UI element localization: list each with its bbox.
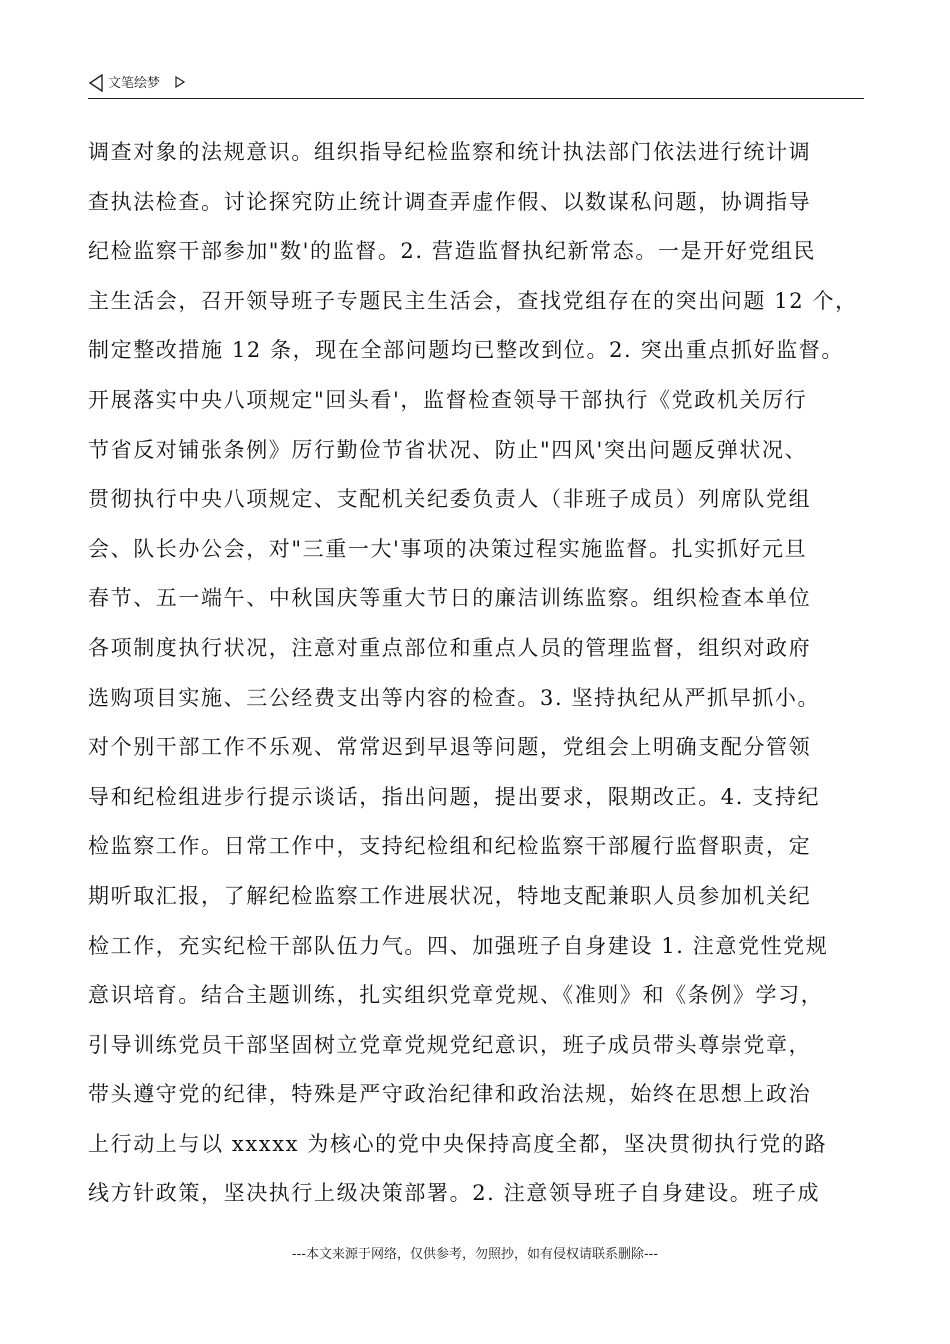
body-line: 春节、五一端午、中秋国庆等重大节日的廉洁训练监察。组织检查本单位: [88, 586, 812, 611]
body-line: 各项制度执行状况，注意对重点部位和重点人员的管理监督，组织对政府: [88, 635, 812, 660]
body-line: 检监察工作。日常工作中，支持纪检组和纪检监察干部履行监督职责，定: [88, 834, 812, 859]
body-line: 查执法检查。讨论探究防止统计调查弄虚作假、以数谋私问题，协调指导: [88, 189, 812, 214]
body-line: 制定整改措施 12 条，现在全部问题均已整改到位。2. 突出重点抓好监督。: [88, 338, 844, 363]
body-line: 导和纪检组进步行提示谈话，指出问题，提出要求，限期改正。4. 支持纪: [88, 784, 821, 809]
document-body: [88, 128, 870, 1219]
body-line: 引导训练党员干部坚固树立党章党规党纪意识，班子成员带头尊崇党章，: [88, 1032, 812, 1057]
page-header: [88, 72, 864, 99]
body-line: 调查对象的法规意识。组织指导纪检监察和统计执法部门依法进行统计调: [88, 140, 812, 164]
body-line: 主生活会，召开领导班子专题民主生活会，查找党组存在的突出问题 12 个，: [88, 288, 858, 313]
body-line: 对个别干部工作不乐观、常常迟到早退等问题，党组会上明确支配分管领: [88, 735, 812, 760]
body-line: 检工作，充实纪检干部队伍力气。四、加强班子自身建设 1. 注意党性党规: [88, 933, 829, 958]
header-title: 文笔绘梦: [108, 76, 161, 91]
left-triangle-icon: [88, 74, 104, 92]
body-line: 贯彻执行中央八项规定、支配机关纪委负责人（非班子成员）列席队党组: [88, 487, 812, 512]
body-line: 意识培育。结合主题训练，扎实组织党章党规、《准则》和《条例》学习，: [88, 983, 824, 1008]
body-line: 线方针政策，坚决执行上级决策部署。2. 注意领导班子自身建设。班子成: [88, 1181, 821, 1206]
body-line: 期听取汇报，了解纪检监察工作进展状况，特地支配兼职人员参加机关纪: [88, 883, 812, 908]
body-line: 节省反对铺张条例》厉行勤俭节省状况、防止"四风'突出问题反弹状况、: [88, 437, 808, 462]
right-triangle-icon: [175, 76, 185, 88]
body-line: 开展落实中央八项规定"回头看'，监督检查领导干部执行《党政机关厉行: [88, 387, 808, 412]
body-line: 会、队长办公会，对"三重一大'事项的决策过程实施监督。扎实抓好元旦: [88, 536, 808, 561]
page-footer: ---本文来源于网络，仅供参考，勿照抄，如有侵权请联系删除---: [291, 1247, 659, 1262]
body-line: 上行动上与以 xxxxx 为核心的党中央保持高度全都，坚决贯彻执行党的路: [88, 1131, 828, 1156]
body-line: 纪检监察干部参加"数'的监督。2. 营造监督执纪新常态。一是开好党组民: [88, 239, 817, 264]
body-line: 选购项目实施、三公经费支出等内容的检查。3. 坚持执纪从严抓早抓小。: [88, 685, 821, 710]
body-line: 带头遵守党的纪律，特殊是严守政治纪律和政治法规，始终在思想上政治: [88, 1082, 812, 1107]
